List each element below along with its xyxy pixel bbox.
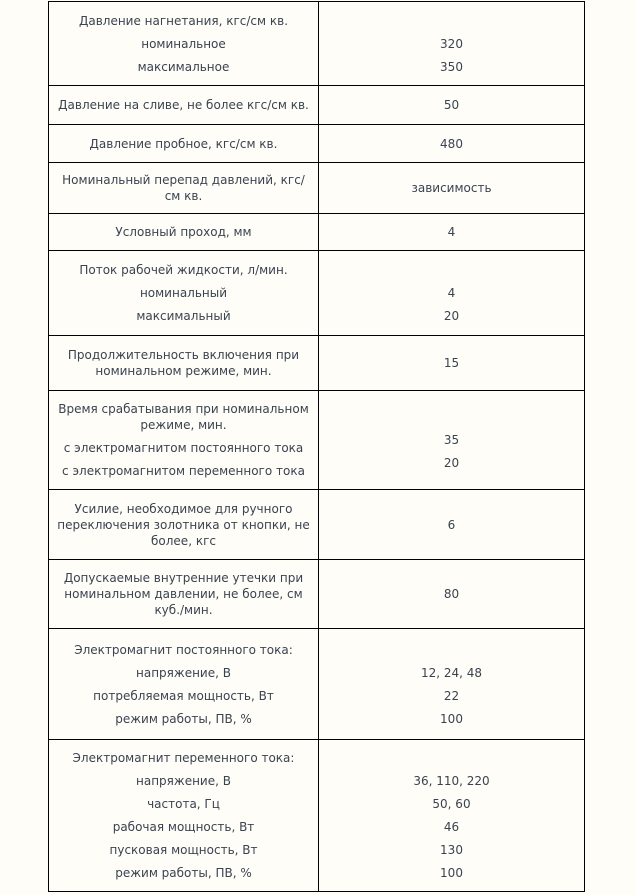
value-line: 130 <box>440 843 463 857</box>
value-cell <box>319 2 585 86</box>
param-line: Электромагнит переменного тока: <box>72 751 295 765</box>
value-line: 50 <box>443 98 460 112</box>
value-cell <box>319 490 585 560</box>
param-line: напряжение, В <box>136 665 231 680</box>
spec-row <box>49 391 585 490</box>
spec-row <box>49 125 585 163</box>
spec-row <box>49 560 585 629</box>
value-line: 6 <box>447 517 456 532</box>
value-line <box>327 750 576 766</box>
param-cell <box>49 2 319 86</box>
value-line <box>327 409 576 425</box>
value-cell <box>319 125 585 163</box>
value-line: 480 <box>440 136 463 151</box>
param-cell <box>49 251 319 336</box>
param-line: Давление пробное, кгс/см кв. <box>89 136 278 151</box>
param-line: напряжение, В <box>136 774 231 788</box>
value-line <box>327 642 576 658</box>
value-cell <box>319 163 585 214</box>
spec-row <box>49 629 585 740</box>
value-cell <box>319 391 585 490</box>
param-cell <box>49 86 319 125</box>
value-line: 100 <box>440 866 463 880</box>
param-cell <box>49 214 319 251</box>
value-cell <box>319 629 585 740</box>
value-line: 4 <box>447 286 456 300</box>
param-line: Допускаемые внутренние утечки при номинальном давлении, не более, см куб./мин. <box>63 571 304 617</box>
param-line: максимальное <box>137 59 230 74</box>
value-line: 35 <box>443 433 460 447</box>
param-line: режим работы, ПВ, % <box>115 711 252 726</box>
value-line: 50, 60 <box>432 797 471 811</box>
value-line: 12, 24, 48 <box>420 665 483 680</box>
param-line: Продолжительность включения при номинальном режиме, мин. <box>67 348 300 378</box>
value-cell <box>319 251 585 336</box>
param-cell <box>49 336 319 391</box>
param-line: режим работы, ПВ, % <box>115 866 252 880</box>
param-cell <box>49 629 319 740</box>
spec-row <box>49 163 585 214</box>
param-line: частота, Гц <box>147 797 220 811</box>
spec-row <box>49 2 585 86</box>
param-line: рабочая мощность, Вт <box>112 820 255 834</box>
spec-row <box>49 251 585 336</box>
value-line: 80 <box>443 587 460 601</box>
param-line: номинальное <box>141 36 226 51</box>
value-line: 15 <box>443 356 460 370</box>
param-cell <box>49 391 319 490</box>
value-line: 100 <box>440 711 463 726</box>
param-line: Время срабатывания при номинальном режиме, мин. <box>58 402 309 432</box>
param-cell <box>49 740 319 892</box>
param-line: потребляемая мощность, Вт <box>93 688 274 703</box>
value-line: 20 <box>443 309 460 323</box>
value-line: 350 <box>440 59 463 74</box>
param-line: максимальный <box>136 309 231 323</box>
param-line: Поток рабочей жидкости, л/мин. <box>79 263 288 277</box>
value-line: 320 <box>440 36 463 51</box>
param-line: Электромагнит постоянного тока: <box>74 642 293 657</box>
value-cell <box>319 86 585 125</box>
value-cell <box>319 560 585 629</box>
param-cell <box>49 490 319 560</box>
param-line: Давление на сливе, не более кгс/см кв. <box>58 98 309 112</box>
value-line <box>327 262 576 278</box>
value-line: 20 <box>443 456 460 470</box>
param-line: с электромагнитом переменного тока <box>62 464 305 478</box>
value-line: зависимость <box>411 181 492 195</box>
param-line: пусковая мощность, Вт <box>109 843 258 857</box>
value-line: 4 <box>447 225 456 239</box>
param-cell <box>49 560 319 629</box>
spec-row <box>49 214 585 251</box>
param-line: с электромагнитом постоянного тока <box>63 441 304 455</box>
param-cell <box>49 163 319 214</box>
value-line <box>327 13 576 29</box>
param-line: Давление нагнетания, кгс/см кв. <box>78 13 289 28</box>
value-cell <box>319 214 585 251</box>
param-cell <box>49 125 319 163</box>
specs-table-body <box>49 2 585 892</box>
value-cell <box>319 740 585 892</box>
value-line: 46 <box>443 820 460 834</box>
specs-table <box>48 1 585 892</box>
spec-row <box>49 336 585 391</box>
param-line: Условный проход, мм <box>115 225 252 239</box>
spec-row <box>49 86 585 125</box>
value-line: 36, 110, 220 <box>413 774 490 788</box>
spec-row <box>49 740 585 892</box>
spec-row <box>49 490 585 560</box>
value-cell <box>319 336 585 391</box>
param-line: Усилие, необходимое для ручного переключения золотника от кнопки, не более, кгс <box>57 501 310 548</box>
param-line: номинальный <box>139 286 228 300</box>
param-line: Номинальный перепад давлений, кгс/см кв. <box>62 173 305 203</box>
value-line: 22 <box>443 688 460 703</box>
